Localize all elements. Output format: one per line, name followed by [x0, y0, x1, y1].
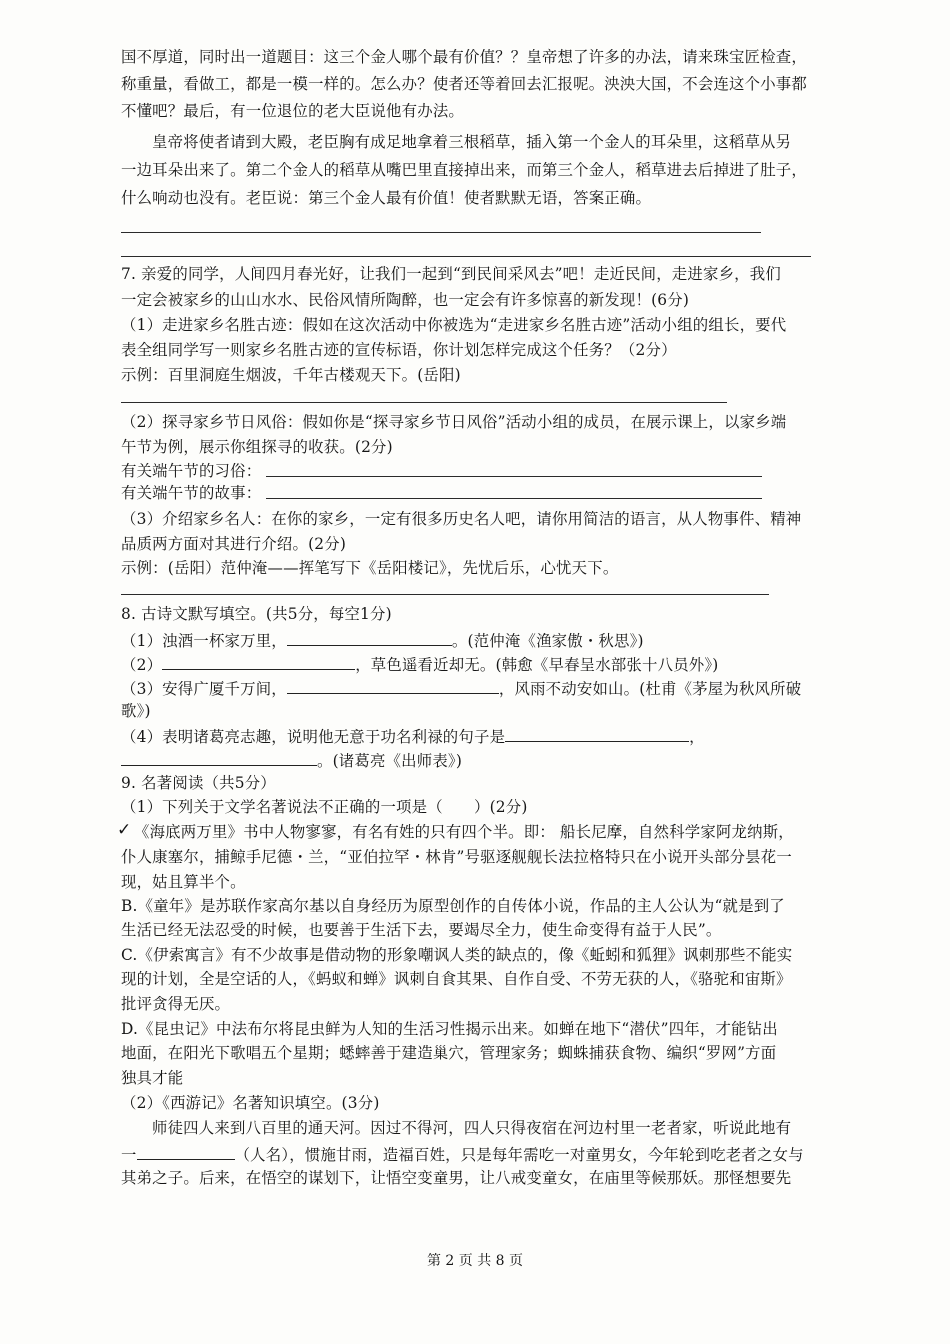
- handwritten-mark: ✓: [117, 820, 132, 840]
- q7-part1-line-2: 表全组同学写一则家乡名胜古迹的宣传标语，你计划怎样完成这个任务？（2分）: [121, 341, 677, 359]
- q8-title: 8. 古诗文默写填空。(共5分，每空1分): [121, 605, 392, 623]
- q9-option-d-line-2: 地面，在阳光下歌唱五个星期；蟋蟀善于建造巢穴，管理家务；蜘蛛捕获食物、编织“罗网”方面: [121, 1044, 777, 1062]
- q8-item-3-source: ，风雨不动安如山。(杜甫《茅屋为秋风所破: [498, 680, 802, 698]
- q9-option-a-line-2: 仆人康塞尔，捕鲸手尼德・兰，“亚伯拉罕・林肯”号驱逐舰舰长法拉格特只在小说开头部分昙花一: [121, 848, 792, 866]
- q9-option-b-line-2: 生活已经无法忍受的时候，也要善于生活下去，要竭尽全力，使生命变得有益于人民”。: [121, 921, 722, 939]
- story-line-4: 皇帝将使者请到大殿，老臣胸有成足地拿着三根稻草，插入第一个金人的耳朵里，这稻草从另: [152, 133, 792, 151]
- q7-part3-line-2: 品质两方面对其进行介绍。(2分): [121, 535, 347, 553]
- q9-option-d-line-1: D.《昆虫记》中法布尔将昆虫鲜为人知的生活习性揭示出来。如蝉在地下“潜伏”四年，才能钻出: [121, 1020, 778, 1038]
- q7-part1-line-1: （1）走进家乡名胜古迹：假如在这次活动中你被选为“走进家乡名胜古迹”活动小组的组长，要代: [121, 316, 787, 334]
- q7-part2-line-1: （2）探寻家乡节日风俗：假如你是“探寻家乡节日风俗”活动小组的成员，在展示课上，以家乡端: [121, 413, 787, 431]
- q8-item-4: [121, 724, 705, 748]
- q8-item-1-text: （1）浊酒一杯家万里，: [121, 632, 287, 650]
- answer-line[interactable]: [121, 232, 761, 233]
- q7-intro-1: 7. 亲爱的同学，人间四月春光好，让我们一起到“到民间采风去”吧！走近民间，走进家乡，我们: [121, 265, 781, 283]
- q7-part3-line-1: （3）介绍家乡名人：在你的家乡，一定有很多历史名人吧，请你用简洁的语言，从人物事件、精神: [121, 510, 802, 528]
- q9-option-a-line-1: 《海底两万里》书中人物寥寥，有名有姓的只有四个半。即： 船长尼摩，自然科学家阿龙纳斯，: [134, 823, 794, 841]
- q8-item-4-source: 。(诸葛亮《出师表》): [317, 752, 463, 770]
- fill-blank[interactable]: [287, 628, 452, 646]
- q7-custom-label: 有关端午节的习俗：: [121, 462, 262, 480]
- story-line-5: 一边耳朵出来了。第二个金人的稻草从嘴巴里直接掉出来，而第三个金人，稻草进去后掉进了肚子，: [121, 161, 807, 179]
- fill-blank[interactable]: [137, 1142, 235, 1160]
- q9-option-c-line-2: 现的计划，全是空话的人，《蚂蚁和蝉》讽刺自食其果、自作自受、不劳无获的人，《骆驼和宙斯》: [121, 970, 792, 988]
- story-line-3: 不懂吧？最后，有一位退位的老大臣说他有办法。: [121, 102, 464, 120]
- q8-item-4-comma: ，: [689, 728, 705, 746]
- q8-item-3: [121, 676, 801, 700]
- story-line-2: 称重量，看做工，都是一模一样的。怎么办？使者还等着回去汇报呢。泱泱大国，不会连这个小事都: [121, 75, 807, 93]
- q9-title: 9. 名著阅读（共5分）: [121, 774, 276, 792]
- q9-option-c-line-3: 批评贪得无厌。: [121, 995, 231, 1013]
- q9-part1-prompt: （1）下列关于文学名著说法不正确的一项是（ ）(2分): [121, 798, 528, 816]
- q9-option-c-line-1: C.《伊索寓言》有不少故事是借动物的形象嘲讽人类的缺点的，像《蚯蚓和狐狸》讽刺那些不能实: [121, 946, 793, 964]
- q9-part2-line-1: 师徒四人来到八百里的通天河。因过不得河，四人只得夜宿在河边村里一老者家，听说此地有: [152, 1119, 792, 1137]
- fill-blank[interactable]: [121, 748, 317, 766]
- q9-part2-line-2-start: 一: [121, 1146, 137, 1164]
- answer-line[interactable]: [121, 256, 811, 257]
- q9-part2-line-3: 其弟之子。后来，在悟空的谋划下，让悟空变童男，让八戒变童女，在庙里等候那妖。那怪想要先: [121, 1169, 792, 1187]
- q8-item-2: [121, 652, 718, 676]
- q8-item-4-cont: [121, 748, 462, 772]
- q9-part2-line-2-text: （人名），惯施甘雨，造福百姓，只是每年需吃一对童男女，今年轮到吃老者之女与: [234, 1146, 804, 1164]
- q8-item-4-text: （4）表明诸葛亮志趣，说明他无意于功名利禄的句子是: [121, 728, 506, 746]
- q8-item-2-text: （2）: [121, 656, 163, 674]
- q8-item-2-source: ，草色遥看近却无。(韩愈《早春呈水部张十八员外》): [355, 656, 719, 674]
- q7-story-label: 有关端午节的故事：: [121, 484, 262, 502]
- story-line-1: 国不厚道，同时出一道题目：这三个金人哪个最有价值？？皇帝想了许多的办法，请来珠宝匠检查，: [121, 48, 807, 66]
- page-footer: 第 2 页 共 8 页: [426, 1253, 524, 1269]
- fill-blank[interactable]: [505, 724, 689, 742]
- q7-part2-line-2: 午节为例，展示你组探寻的收获。(2分): [121, 438, 393, 456]
- answer-line[interactable]: [266, 498, 762, 499]
- q7-intro-2: 一定会被家乡的山山水水、民俗风情所陶醉，也一定会有许多惊喜的新发现！(6分): [121, 291, 690, 309]
- answer-line[interactable]: [121, 594, 769, 595]
- answer-line[interactable]: [266, 476, 762, 477]
- q9-option-d-line-3: 独具才能: [121, 1069, 184, 1087]
- q9-part2-prompt: （2）《西游记》名著知识填空。(3分): [121, 1094, 380, 1112]
- q8-item-3-text: （3）安得广厦千万间，: [121, 680, 287, 698]
- q9-option-b-line-1: B.《童年》是苏联作家高尔基以自身经历为原型创作的自传体小说，作品的主人公认为“就是到了: [121, 897, 785, 915]
- q8-item-1-source: 。(范仲淹《渔家傲・秋思》): [451, 632, 644, 650]
- q8-item-3-cont: 歌》): [121, 702, 151, 720]
- q9-option-a-line-3: 现，姑且算半个。: [121, 873, 246, 891]
- fill-blank[interactable]: [287, 676, 499, 694]
- q7-part3-example: 示例：(岳阳）范仲淹——挥笔写下《岳阳楼记》，先忧后乐，心忧天下。: [121, 559, 619, 577]
- answer-line[interactable]: [121, 402, 727, 403]
- fill-blank[interactable]: [162, 652, 355, 670]
- q7-part1-example: 示例：百里洞庭生烟波，千年古楼观天下。(岳阳): [121, 366, 461, 384]
- story-line-6: 什么响动也没有。老臣说：第三个金人最有价值！使者默默无语，答案正确。: [121, 189, 652, 207]
- q8-item-1: [121, 628, 644, 652]
- q9-part2-line-2: [121, 1142, 804, 1166]
